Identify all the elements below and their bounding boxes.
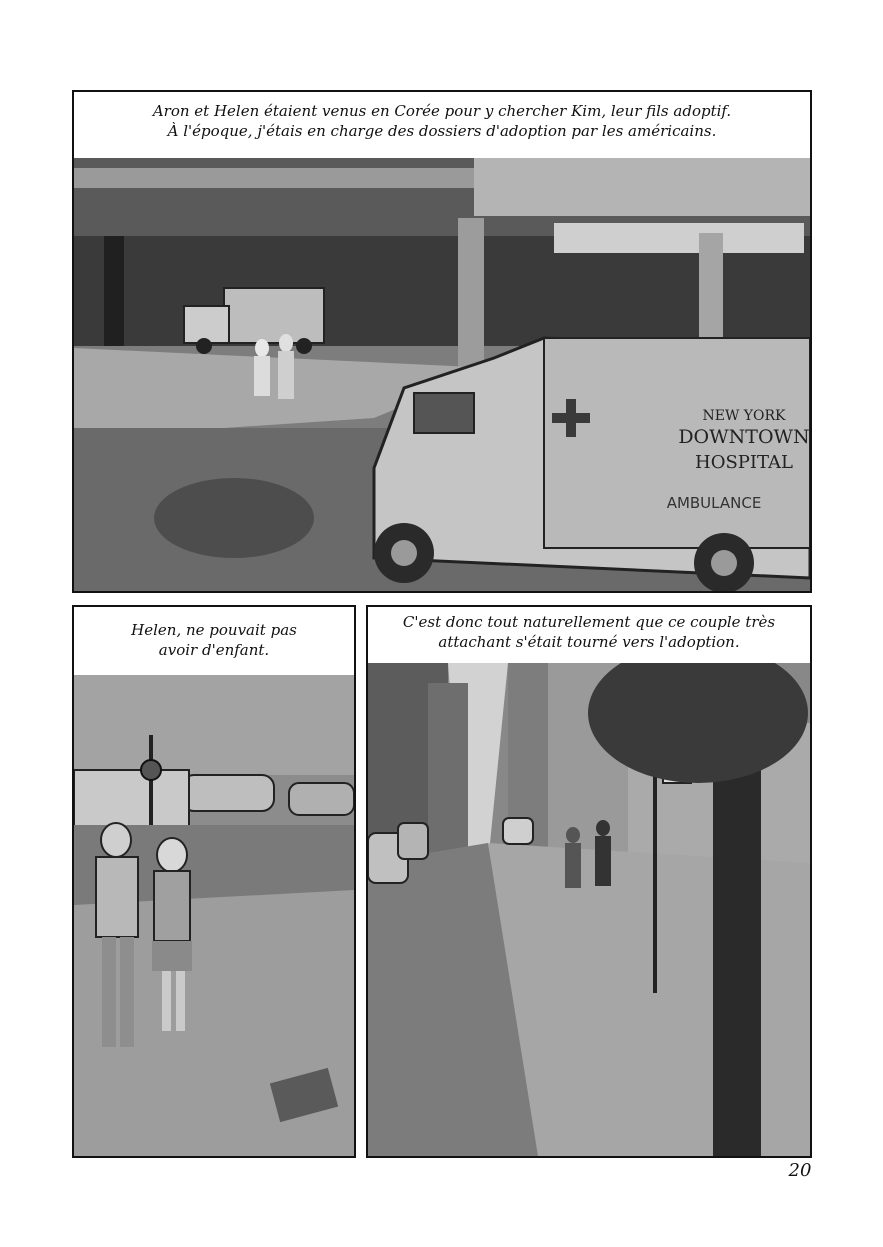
caption-bottom-left xyxy=(74,607,354,677)
caption-bottom-right-line-1: C'est donc tout naturellement que ce couple très xyxy=(402,613,776,631)
ambulance-text-3: HOSPITAL xyxy=(695,452,793,473)
ambulance-text-2: DOWNTOWN xyxy=(678,426,810,448)
caption-top-line-1: Aron et Helen étaient venus en Corée pour y chercher Kim, leur fils adoptif. xyxy=(152,102,732,120)
caption-top-line-2: À l'époque, j'étais en charge des dossiers d'adoption par les américains. xyxy=(167,121,717,140)
ambulance-text-1: NEW YORK xyxy=(702,408,786,424)
page-number: 20 xyxy=(788,1160,812,1181)
city-sidewalk-illustration xyxy=(368,663,810,1156)
panel-top xyxy=(72,90,812,593)
caption-bottom-left-line-1: Helen, ne pouvait pas xyxy=(131,621,297,639)
couple-crosswalk-illustration xyxy=(74,675,354,1156)
caption-bottom-right xyxy=(368,607,810,665)
ambulance-street-illustration xyxy=(74,158,810,591)
panel-bottom-left xyxy=(72,605,356,1158)
panel-bottom-right xyxy=(366,605,812,1158)
caption-top xyxy=(74,92,810,160)
caption-bottom-right-line-2: attachant s'était tourné vers l'adoption. xyxy=(438,632,740,651)
caption-bottom-left-line-2: avoir d'enfant. xyxy=(158,640,270,659)
ambulance-text-4: AMBULANCE xyxy=(666,494,762,512)
